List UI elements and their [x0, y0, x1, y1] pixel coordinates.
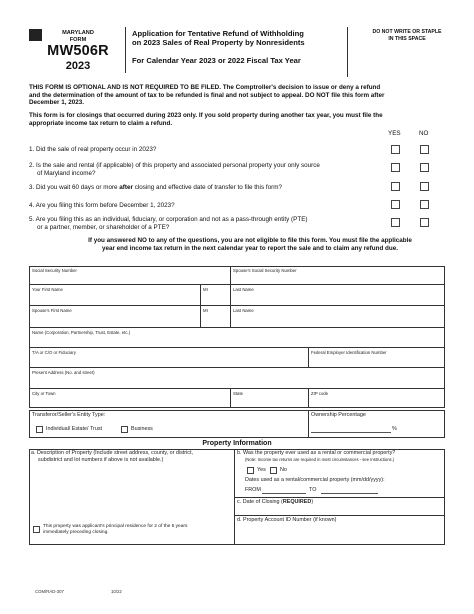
- zip-field[interactable]: [309, 389, 444, 408]
- revision-date: 10/22: [111, 589, 122, 594]
- city-field[interactable]: [30, 389, 230, 408]
- last-name-label: Last Name: [233, 287, 254, 292]
- mi-field[interactable]: [201, 285, 230, 305]
- q3-yes-checkbox[interactable]: [391, 182, 400, 191]
- description-line-1: a. Description of Property (Include street address, county, or district,: [31, 450, 193, 456]
- question-2: [29, 162, 374, 177]
- q4-no-checkbox[interactable]: [420, 200, 429, 209]
- rental-yes-checkbox[interactable]: [247, 467, 254, 474]
- individual-checkbox[interactable]: [36, 426, 43, 433]
- do-not-write-line-2: IN THIS SPACE: [388, 35, 426, 42]
- title-line-1: Application for Tentative Refund of Withholding: [132, 29, 304, 38]
- first-name-field[interactable]: [30, 285, 200, 305]
- form-subtitle: For Calendar Year 2023 or 2022 Fiscal Tax Year: [132, 56, 301, 65]
- ssn-label: Social Security Number: [32, 268, 77, 273]
- header-divider-right: [347, 27, 348, 77]
- state-label: MARYLAND: [62, 30, 94, 36]
- eligibility-warning: [35, 237, 465, 252]
- title-line-2: on 2023 Sales of Real Property by Nonresidents: [132, 38, 305, 47]
- q3-no-checkbox[interactable]: [420, 182, 429, 191]
- business-checkbox[interactable]: [121, 426, 128, 433]
- address-field[interactable]: [30, 368, 444, 388]
- year-notice: [29, 112, 469, 127]
- question-1: 1. Did the sale of real property occur in 2023?: [29, 146, 157, 153]
- closing-date-label: c. Date of Closing (: [237, 499, 283, 505]
- closing-date-required: REQUIRED: [282, 499, 312, 505]
- residence-line-1: This property was applicant's principal residence for 2 of the 5 years: [43, 524, 188, 529]
- entity-name-field[interactable]: [30, 328, 444, 347]
- first-name-label: Your First Name: [32, 287, 63, 292]
- grid-rule: [234, 497, 445, 498]
- to-date-input[interactable]: [321, 493, 378, 494]
- warning-line-2: year end income tax return in the next calendar year to report the sale and to claim any refund due.: [101, 244, 399, 252]
- spouse-first-name-label: Spouse's First Name: [32, 308, 72, 313]
- rental-dates-label: Dates used as a rental/commercial property (mm/dd/yyyy):: [245, 477, 385, 483]
- question-2-line-1: 2. Is the sale and rental (if applicable) of this property and associated personal property your only source: [29, 162, 320, 169]
- form-code: COM/RAD-307: [35, 589, 64, 594]
- principal-residence-label: [43, 524, 228, 536]
- optional-notice: [29, 84, 469, 107]
- percent-sign: %: [392, 426, 397, 432]
- principal-residence-checkbox[interactable]: [33, 526, 40, 533]
- state-field[interactable]: [231, 389, 308, 408]
- from-date-input[interactable]: [262, 493, 306, 494]
- form-state-label: [48, 30, 108, 44]
- to-label: TO: [309, 487, 317, 493]
- ownership-input-line[interactable]: [311, 432, 391, 433]
- spouse-first-name-field[interactable]: [30, 306, 200, 327]
- q1-yes-checkbox[interactable]: [391, 145, 400, 154]
- warning-line-1: If you answered NO to any of the questions, you are not eligible to file this form. You must file the applicable: [88, 237, 412, 244]
- form-year: 2023: [65, 60, 91, 72]
- question-4: 4. Are you filing this form before December 1, 2023?: [29, 202, 175, 209]
- address-label: Present Address (No. and street): [32, 370, 95, 375]
- property-info-heading: Property Information: [202, 440, 272, 447]
- rental-yes-label: Yes: [257, 467, 266, 473]
- zip-label: ZIP code: [311, 391, 329, 396]
- grid-rule: [234, 515, 445, 516]
- ta-co-field[interactable]: [30, 348, 308, 367]
- q5-yes-checkbox[interactable]: [391, 218, 400, 227]
- city-label: City or Town: [32, 391, 56, 396]
- from-label: FROM: [245, 487, 261, 493]
- q2-yes-checkbox[interactable]: [391, 163, 400, 172]
- do-not-write-notice: [352, 29, 462, 42]
- description-line-2: subdistrict and lot numbers if above is not available.): [38, 456, 164, 463]
- residence-line-2: immediately preceding closing.: [43, 530, 109, 535]
- property-description-field[interactable]: [31, 450, 233, 520]
- form-number: MW506R: [47, 43, 109, 59]
- q1-no-checkbox[interactable]: [420, 145, 429, 154]
- q4-yes-checkbox[interactable]: [391, 200, 400, 209]
- last-name-field[interactable]: [231, 285, 444, 305]
- year-notice-line-2: appropriate income tax return to claim a refund.: [29, 119, 173, 127]
- yes-column-header: YES: [388, 130, 401, 137]
- question-3-pre: 3. Did you wait 60 days or more: [29, 184, 120, 191]
- question-3: [29, 184, 374, 192]
- individual-label: Individual/ Estate/ Trust: [46, 426, 103, 432]
- fein-label: Federal Employer Identification Number: [311, 350, 387, 355]
- notice-line-3: December 1, 2023.: [29, 99, 84, 107]
- fein-field[interactable]: [309, 348, 444, 367]
- form-title: [132, 29, 342, 47]
- form-label: FORM: [69, 37, 87, 43]
- question-5: [29, 216, 374, 231]
- spouse-last-name-label: Last Name: [233, 308, 254, 313]
- q2-no-checkbox[interactable]: [420, 163, 429, 172]
- spouse-ssn-field[interactable]: [231, 267, 444, 284]
- rental-question: b. Was the property ever used as a rental or commercial property?: [237, 450, 396, 456]
- spouse-mi-label: MI: [203, 308, 208, 313]
- question-3-emphasis: after: [119, 184, 133, 191]
- rental-no-checkbox[interactable]: [270, 467, 277, 474]
- question-5-line-2: or a partner, member, or shareholder of a PTE?: [37, 223, 170, 231]
- closing-date-label-end: ): [311, 499, 314, 505]
- mi-label: MI: [203, 287, 208, 292]
- grid-rule: [308, 410, 309, 438]
- notice-line-2: and the determination of the amount of tax to be refunded is final and not subject to appeal. DO NOT file this form after: [29, 91, 385, 99]
- closing-date-field[interactable]: [237, 499, 443, 515]
- property-account-id-field[interactable]: d. Property Account ID Number (if known): [237, 517, 337, 523]
- question-5-line-1: 5. Are you filing this as an individual, fiduciary, or corporation and not as a pass-through entity (PTE): [29, 216, 308, 223]
- q5-no-checkbox[interactable]: [420, 218, 429, 227]
- state-label: State: [233, 391, 244, 396]
- header-divider-left: [125, 27, 126, 73]
- rental-note: (Note: Income tax returns are required in most circumstances - see Instructions.): [245, 457, 395, 462]
- spouse-last-name-field[interactable]: [231, 306, 444, 327]
- spouse-mi-field[interactable]: [201, 306, 230, 327]
- business-label: Business: [131, 426, 153, 432]
- corner-registration-mark: [29, 29, 42, 41]
- ta-co-label: T/A or C/O or Fiduciary: [32, 350, 76, 355]
- question-3-post: closing and effective date of transfer to file this form?: [132, 184, 282, 191]
- entity-type-label: Transferor/Seller's Entity Type:: [32, 412, 106, 418]
- rental-no-label: No: [280, 467, 287, 473]
- no-column-header: NO: [419, 130, 429, 137]
- question-2-line-2: of Maryland income?: [37, 169, 96, 177]
- spouse-ssn-label: Spouse's Social Security Number: [233, 268, 297, 273]
- ssn-field[interactable]: [30, 267, 230, 284]
- year-notice-line-1: This form is for closings that occurred during 2023 only. If you sold property during another tax year, you must file the: [29, 112, 383, 119]
- entity-name-label: Name (Corporation, Partnership, Trust, Estate, etc.): [32, 330, 131, 335]
- do-not-write-line-1: DO NOT WRITE OR STAPLE: [372, 29, 442, 35]
- ownership-label: Ownership Percentage: [311, 412, 366, 418]
- notice-line-1: THIS FORM IS OPTIONAL AND IS NOT REQUIRED TO BE FILED. The Comptroller's decision to issue or deny a refund: [29, 84, 381, 91]
